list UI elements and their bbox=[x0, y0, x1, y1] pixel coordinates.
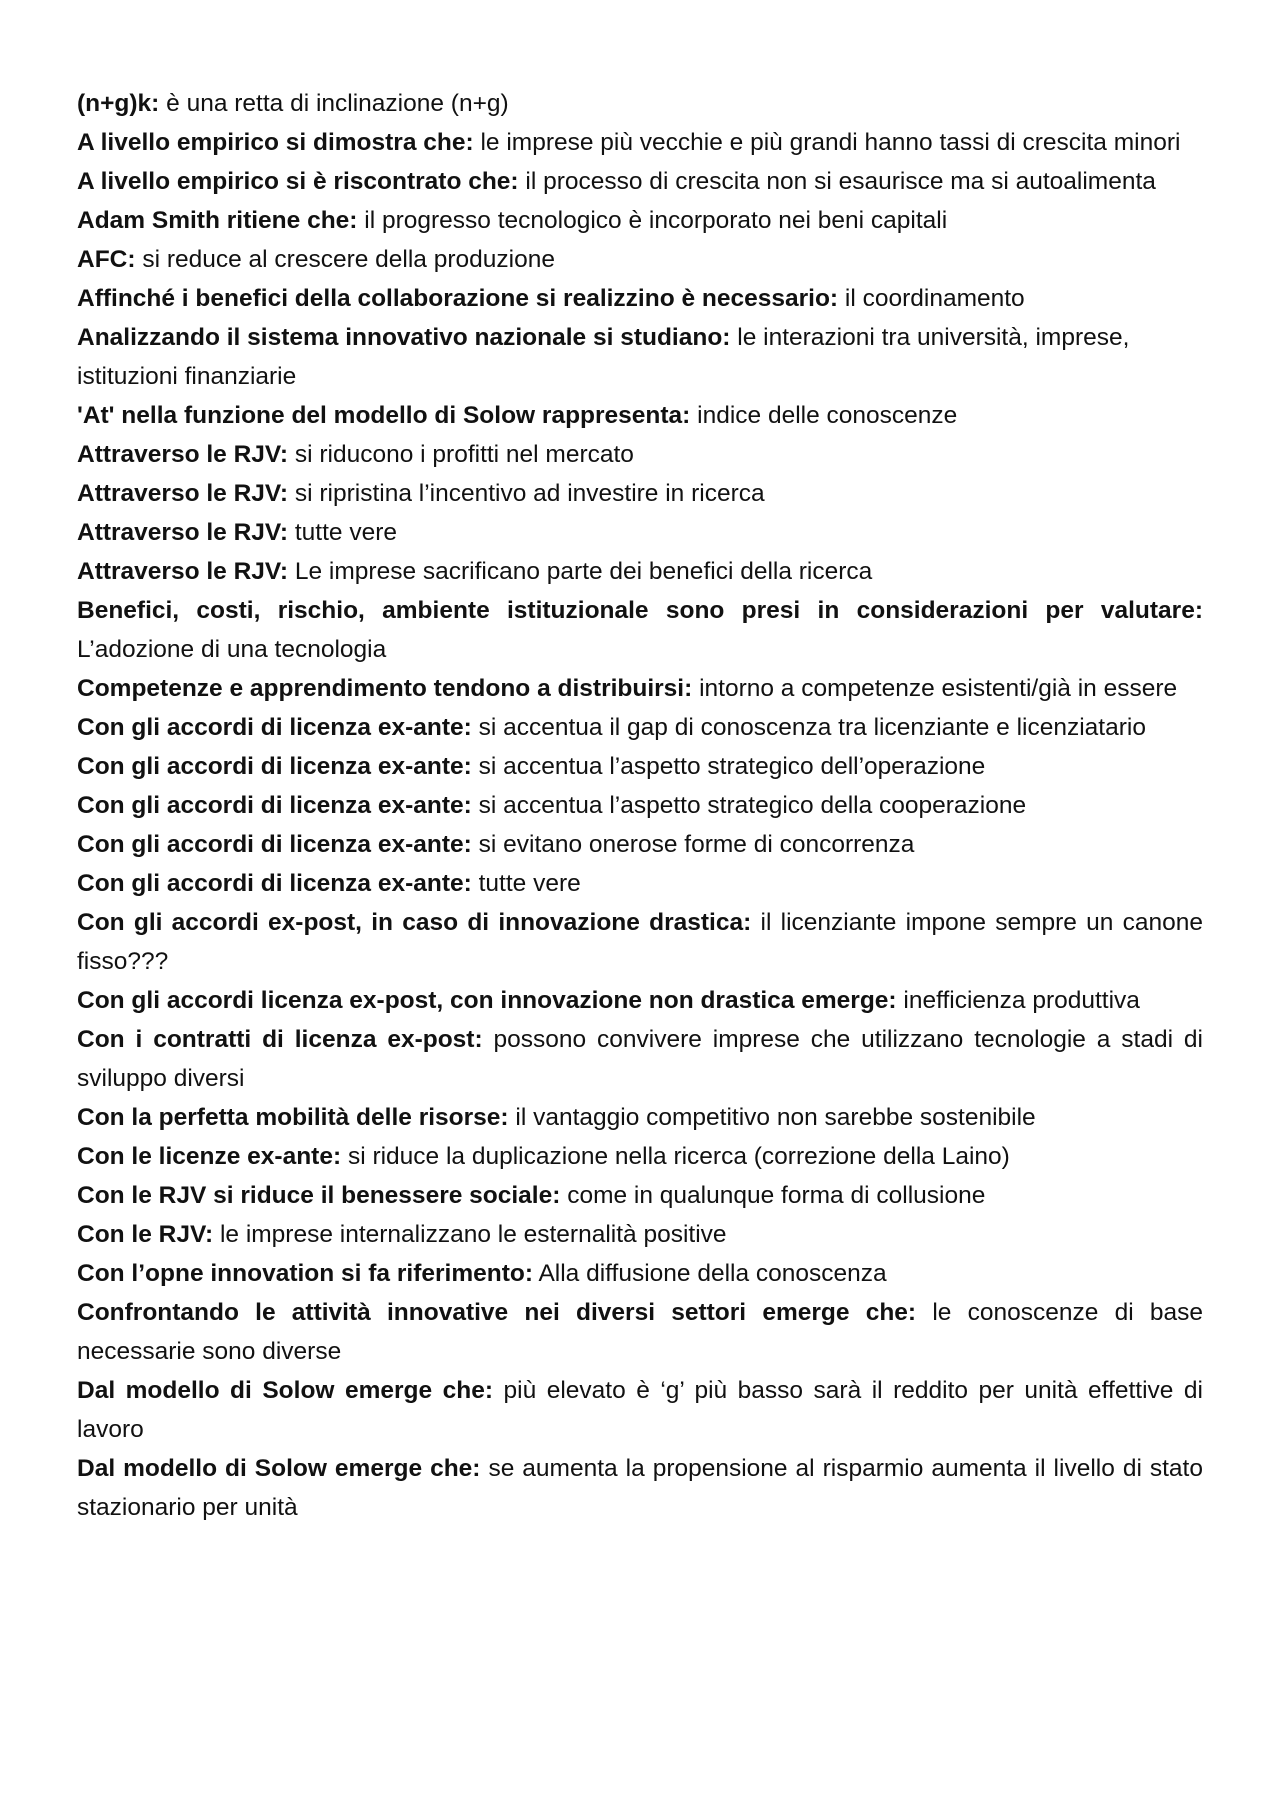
entry-answer: il vantaggio competitivo non sarebbe sostenibile bbox=[508, 1104, 1036, 1131]
entry-answer: si ripristina l’incentivo ad investire in ricerca bbox=[288, 480, 765, 507]
entry-question: Con i contratti di licenza ex-post: bbox=[77, 1026, 483, 1053]
entry-answer: possono convivere imprese che utilizzano tecnologie a stadi di sviluppo diversi bbox=[77, 1026, 1203, 1092]
entry bbox=[77, 552, 1203, 591]
entry-question: Con gli accordi di licenza ex-ante: bbox=[77, 792, 472, 819]
entry bbox=[77, 1449, 1203, 1527]
entry bbox=[77, 318, 1203, 396]
entry-question: A livello empirico si è riscontrato che: bbox=[77, 168, 519, 195]
entry bbox=[77, 864, 1203, 903]
entry bbox=[77, 747, 1203, 786]
entry-question: Con gli accordi di licenza ex-ante: bbox=[77, 870, 472, 897]
entry-answer: si riduce la duplicazione nella ricerca (correzione della Laino) bbox=[341, 1143, 1010, 1170]
entry-question: Con le RJV: bbox=[77, 1221, 214, 1248]
entry bbox=[77, 669, 1203, 708]
entry-answer: si evitano onerose forme di concorrenza bbox=[471, 831, 915, 858]
entry-answer: intorno a competenze esistenti/già in essere bbox=[692, 675, 1178, 702]
entry bbox=[77, 786, 1203, 825]
entry-answer: il coordinamento bbox=[838, 285, 1025, 312]
entry-answer: indice delle conoscenze bbox=[690, 402, 958, 429]
entry bbox=[77, 825, 1203, 864]
entry bbox=[77, 279, 1203, 318]
entry bbox=[77, 123, 1203, 162]
entry bbox=[77, 903, 1203, 981]
entry bbox=[77, 435, 1203, 474]
entry-answer: più elevato è ‘g’ più basso sarà il reddito per unità effettive di lavoro bbox=[77, 1377, 1203, 1443]
entry-answer: inefficienza produttiva bbox=[896, 987, 1140, 1014]
entry-question: A livello empirico si dimostra che: bbox=[77, 129, 474, 156]
entry-question: Con gli accordi di licenza ex-ante: bbox=[77, 714, 472, 741]
entry-answer: si reduce al crescere della produzione bbox=[135, 246, 555, 273]
entry-answer: si accentua l’aspetto strategico della cooperazione bbox=[471, 792, 1027, 819]
entry-question: Dal modello di Solow emerge che: bbox=[77, 1377, 494, 1404]
entry-question: Attraverso le RJV: bbox=[77, 480, 289, 507]
entry-question: Affinché i benefici della collaborazione si realizzino è necessario: bbox=[77, 285, 839, 312]
entry bbox=[77, 1371, 1203, 1449]
entry-question: Con gli accordi licenza ex-post, con innovazione non drastica emerge: bbox=[77, 987, 897, 1014]
entry-question: Analizzando il sistema innovativo nazionale si studiano: bbox=[77, 324, 731, 351]
entry bbox=[77, 84, 1203, 123]
entry bbox=[77, 513, 1203, 552]
entry-answer: le conoscenze di base necessarie sono diverse bbox=[77, 1299, 1204, 1365]
entry bbox=[77, 1098, 1203, 1137]
entry-question: (n+g)k: bbox=[77, 90, 160, 117]
entry-question: Con l’opne innovation si fa riferimento: bbox=[77, 1260, 533, 1287]
entry-question: Attraverso le RJV: bbox=[77, 441, 289, 468]
entry bbox=[77, 591, 1203, 669]
entry-question: Adam Smith ritiene che: bbox=[77, 207, 358, 234]
entry-answer: il processo di crescita non si esaurisce ma si autoalimenta bbox=[518, 168, 1156, 195]
entry-answer: si riducono i profitti nel mercato bbox=[288, 441, 634, 468]
entry-answer: il progresso tecnologico è incorporato nei beni capitali bbox=[357, 207, 948, 234]
entry bbox=[77, 240, 1203, 279]
entry-answer: Le imprese sacrificano parte dei benefici della ricerca bbox=[288, 558, 873, 585]
entry bbox=[77, 1215, 1203, 1254]
entry bbox=[77, 1293, 1203, 1371]
entry-question: Con la perfetta mobilità delle risorse: bbox=[77, 1104, 509, 1131]
entry-question: Con gli accordi di licenza ex-ante: bbox=[77, 831, 472, 858]
entry-answer: si accentua l’aspetto strategico dell’operazione bbox=[471, 753, 986, 780]
entry-answer: il licenziante impone sempre un canone fisso??? bbox=[77, 909, 1204, 975]
entry-question: Benefici, costi, rischio, ambiente istituzionale sono presi in considerazioni per valutare: bbox=[77, 597, 1203, 624]
entry bbox=[77, 474, 1203, 513]
entry bbox=[77, 1254, 1203, 1293]
entry-answer: tutte vere bbox=[471, 870, 581, 897]
entry bbox=[77, 1137, 1203, 1176]
document-page bbox=[77, 84, 1203, 1527]
entry bbox=[77, 396, 1203, 435]
entry-answer: se aumenta la propensione al risparmio aumenta il livello di stato stazionario per unità bbox=[77, 1455, 1203, 1521]
entry-answer: Alla diffusione della conoscenza bbox=[533, 1260, 887, 1287]
entry-question: Attraverso le RJV: bbox=[77, 558, 289, 585]
entry-answer: le interazioni tra università, imprese, istituzioni finanziarie bbox=[77, 324, 1130, 390]
entry-question: Attraverso le RJV: bbox=[77, 519, 289, 546]
entry-answer: le imprese internalizzano le esternalità positive bbox=[213, 1221, 727, 1248]
entry bbox=[77, 1176, 1203, 1215]
entry-question: AFC: bbox=[77, 246, 136, 273]
entry-question: Competenze e apprendimento tendono a distribuirsi: bbox=[77, 675, 693, 702]
entry bbox=[77, 1020, 1203, 1098]
entry-question: Con gli accordi di licenza ex-ante: bbox=[77, 753, 472, 780]
entry-answer: è una retta di inclinazione (n+g) bbox=[159, 90, 509, 117]
entry-answer: tutte vere bbox=[288, 519, 398, 546]
entry-answer: L’adozione di una tecnologia bbox=[77, 636, 387, 663]
entry-answer: come in qualunque forma di collusione bbox=[560, 1182, 986, 1209]
entry bbox=[77, 708, 1203, 747]
entry-question: Con le RJV si riduce il benessere sociale: bbox=[77, 1182, 561, 1209]
entry-question: Con gli accordi ex-post, in caso di innovazione drastica: bbox=[77, 909, 752, 936]
entry-question: 'At' nella funzione del modello di Solow rappresenta: bbox=[77, 402, 691, 429]
entry bbox=[77, 162, 1203, 201]
entry bbox=[77, 201, 1203, 240]
entry-question: Dal modello di Solow emerge che: bbox=[77, 1455, 481, 1482]
entry-question: Confrontando le attività innovative nei diversi settori emerge che: bbox=[77, 1299, 917, 1326]
entry-question: Con le licenze ex-ante: bbox=[77, 1143, 342, 1170]
entry bbox=[77, 981, 1203, 1020]
entry-answer: si accentua il gap di conoscenza tra licenziante e licenziatario bbox=[471, 714, 1146, 741]
entry-answer: le imprese più vecchie e più grandi hanno tassi di crescita minori bbox=[473, 129, 1181, 156]
